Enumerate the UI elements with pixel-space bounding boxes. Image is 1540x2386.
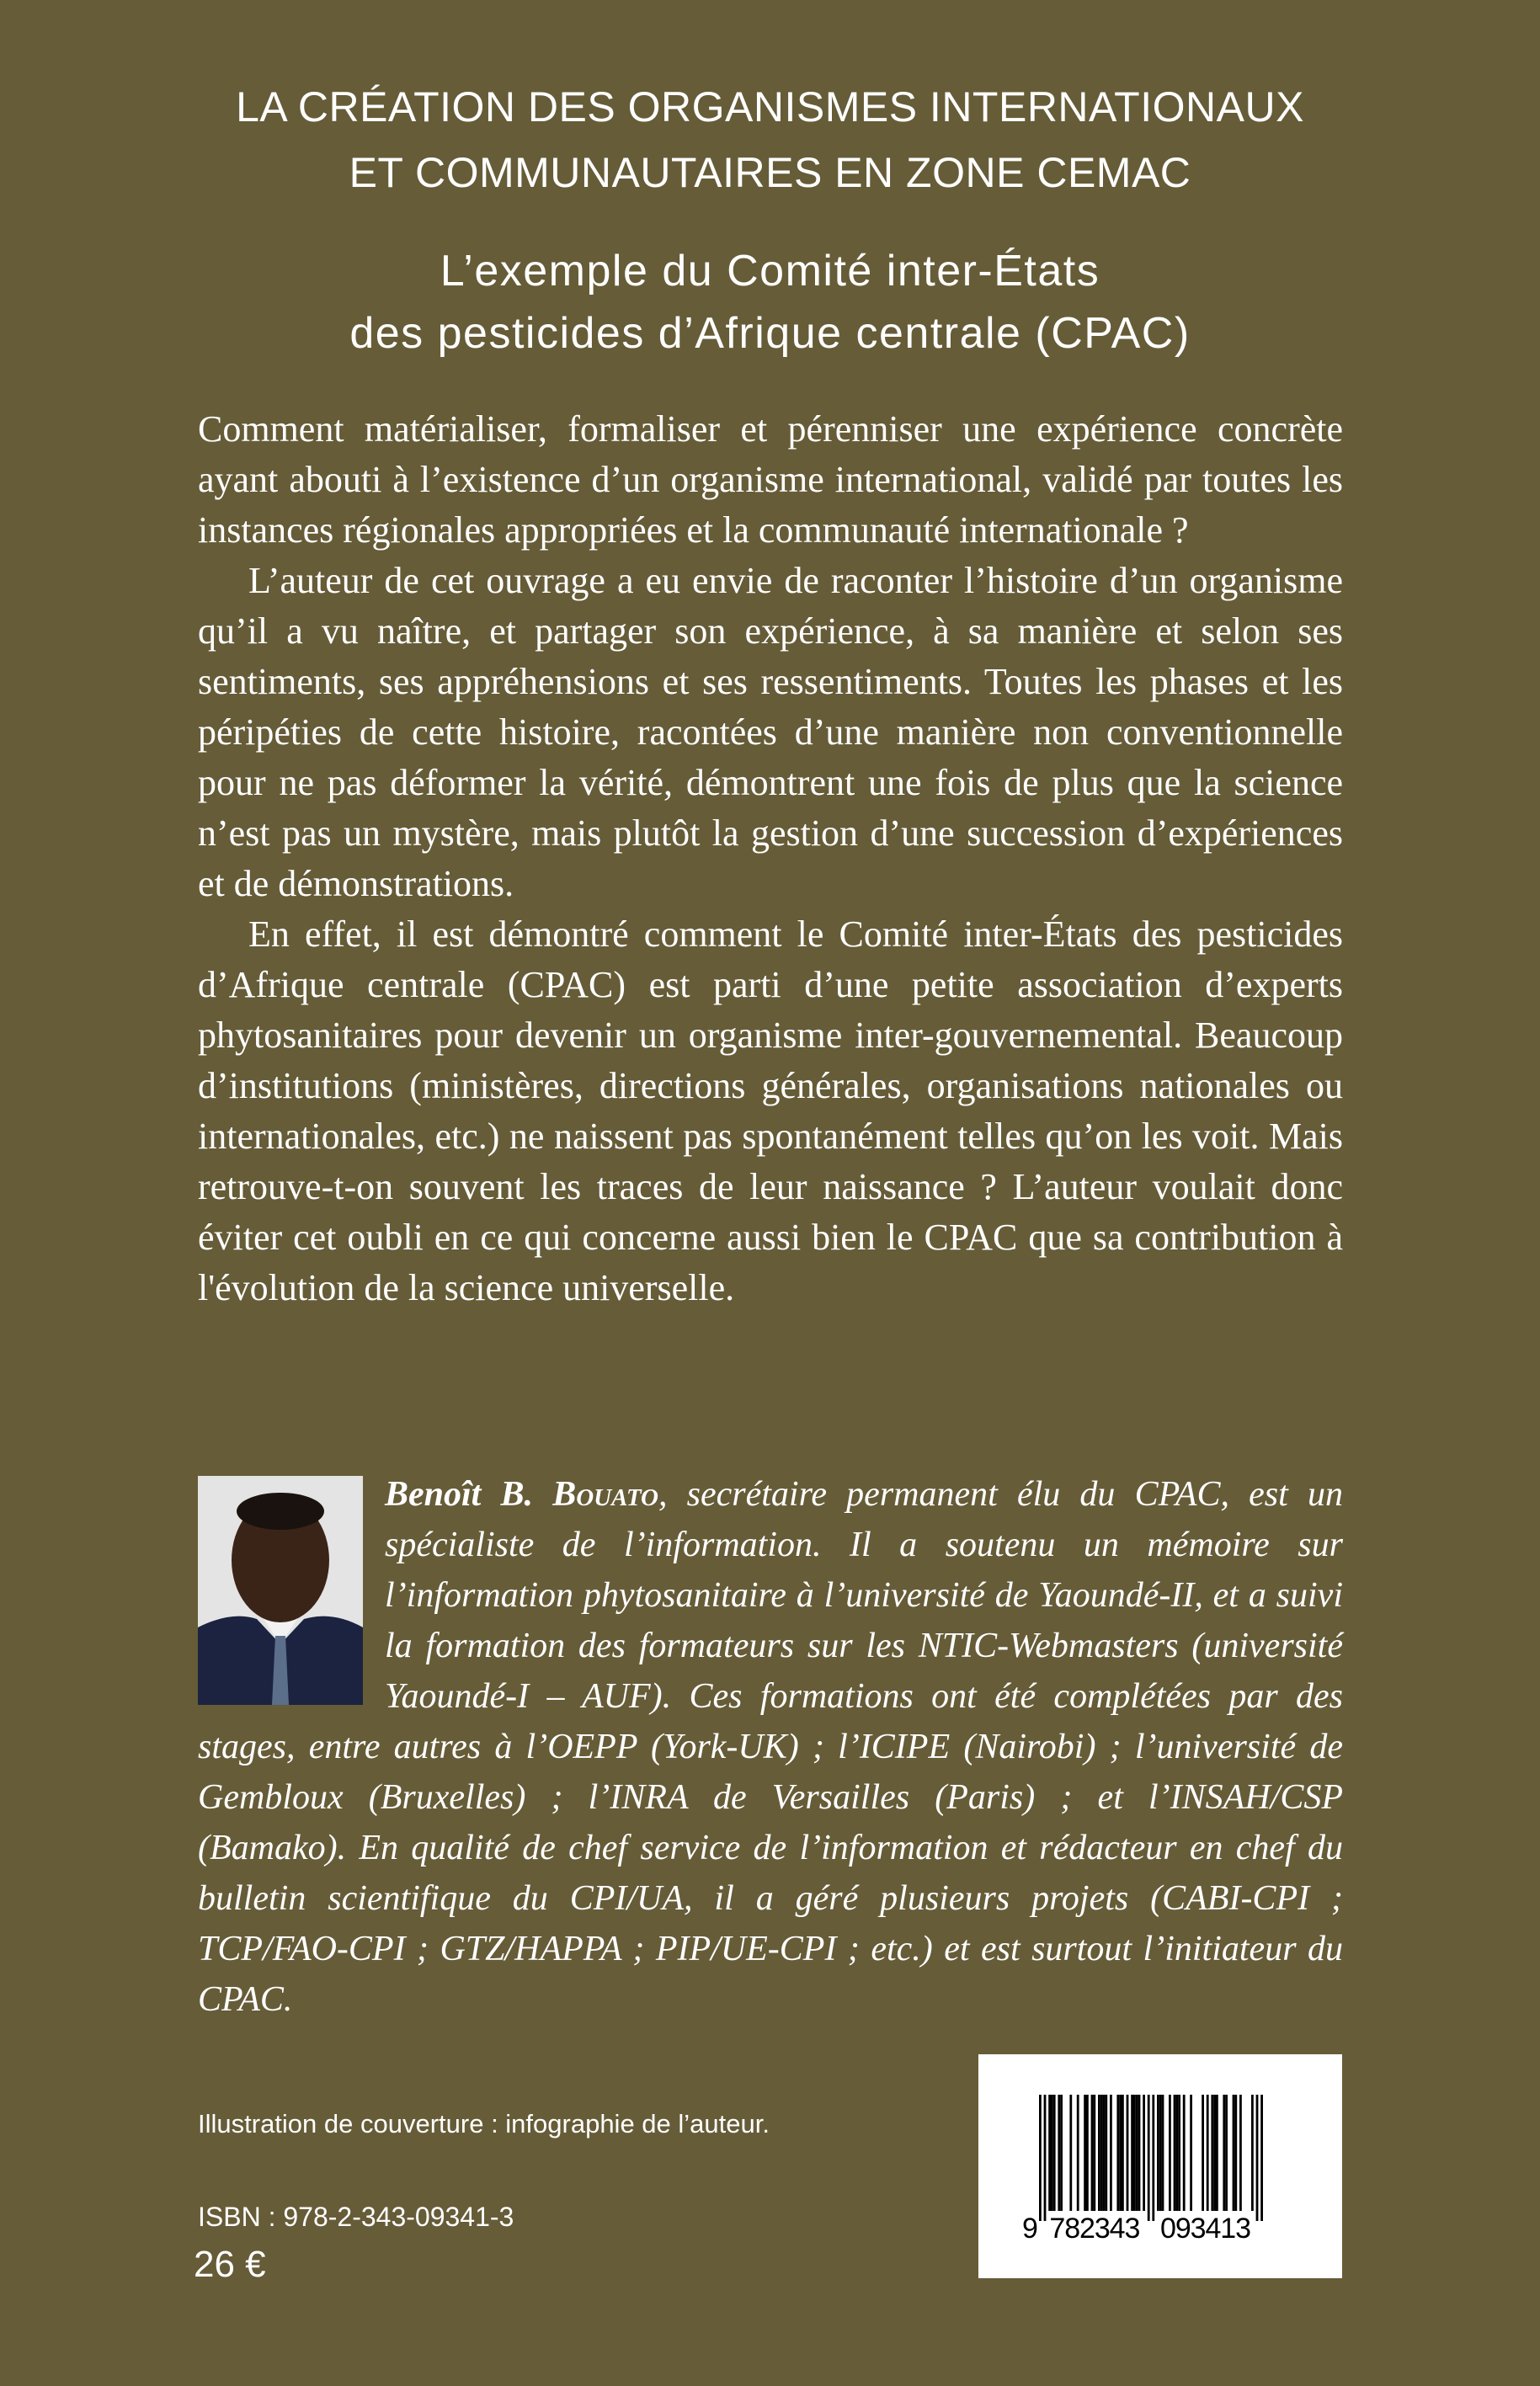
barcode-bar bbox=[1202, 2095, 1204, 2211]
blurb-paragraph: En effet, il est démontré comment le Comité inter-États des pesticides d’Afrique centrale (CPAC) est parti d’une petite association d’experts phytosanitaires pour devenir un organisme inter-gouvernemental. Beaucoup d’institutions (ministères, directions générales, organisations nationales ou internationales, etc.) ne naissent pas spontanément telles qu’on les voit. Mais retrouve-t-on souvent les traces de leur naissance ? L’auteur voulait donc éviter cet oubli en ce qui concerne aussi bien le CPAC que sa contribution à l'évolution de la science universelle. bbox=[198, 913, 1343, 1308]
barcode-bar bbox=[1138, 2095, 1141, 2211]
barcode-bar bbox=[1044, 2095, 1047, 2221]
barcode-bar bbox=[1100, 2095, 1103, 2211]
barcode-bar bbox=[1152, 2095, 1154, 2221]
illustration-credit: Illustration de couverture : infographie de l’auteur. bbox=[198, 2109, 770, 2138]
barcode-bar bbox=[1162, 2095, 1164, 2211]
price: 26 € bbox=[194, 2244, 266, 2285]
barcode-bars bbox=[1020, 2095, 1300, 2246]
barcode-bar bbox=[1223, 2095, 1225, 2211]
barcode-digits: 9 bbox=[1022, 2213, 1038, 2245]
barcode-bar bbox=[1148, 2095, 1150, 2221]
barcode-bar bbox=[1260, 2095, 1263, 2221]
barcode-bar bbox=[1175, 2095, 1178, 2211]
barcode-bar bbox=[1103, 2095, 1106, 2211]
barcode-bar bbox=[1143, 2095, 1145, 2211]
title-line-1: LA CRÉATION DES ORGANISMES INTERNATIONAUX bbox=[236, 83, 1304, 130]
barcode-bar bbox=[1213, 2095, 1216, 2211]
barcode-digits: 782343 bbox=[1049, 2213, 1141, 2245]
barcode-bar bbox=[1233, 2095, 1235, 2211]
barcode-bar bbox=[1077, 2095, 1079, 2211]
barcode-bar bbox=[1169, 2095, 1171, 2211]
barcode-bar bbox=[1058, 2095, 1060, 2211]
barcode-bar bbox=[1251, 2095, 1254, 2211]
author-last-name: Bouato bbox=[552, 1475, 658, 1514]
isbn: ISBN : 978-2-343-09341-3 bbox=[198, 2202, 514, 2232]
barcode-bar bbox=[1119, 2095, 1122, 2211]
barcode-bar bbox=[1225, 2095, 1228, 2211]
barcode-digits: 093413 bbox=[1160, 2213, 1251, 2245]
title-line-2: ET COMMUNAUTAIRES EN ZONE CEMAC bbox=[349, 149, 1191, 196]
barcode-bar bbox=[1053, 2095, 1056, 2211]
author-bio-text: , secrétaire permanent élu du CPAC, est un spécialiste de l’information. Il a soutenu un mémoire sur l’information phytosanitaire à l’université de Yaoundé-II, et a suivi la formation des formateurs sur les NTIC-Webmasters (université Yaoundé-I – AUF). Ces formations ont été complétées par des stages, entre autres à l’OEPP (York-UK) ; l’ICIPE (Nairobi) ; l’université de Gembloux (Bruxelles) ; l’INRA de Versailles (Paris) ; et l’INSAH/CSP (Bamako). En qualité de chef service de l’information et rédacteur en chef du bulletin scientifique du CPI/UA, il a géré plusieurs projets (CABI-CPI ; TCP/FAO-CPI ; GTZ/HAPPA ; PIP/UE-CPI ; etc.) et est surtout l’initiateur du CPAC. bbox=[198, 1475, 1343, 2019]
barcode-bar bbox=[1174, 2095, 1176, 2211]
barcode-bar bbox=[1131, 2095, 1133, 2211]
barcode-bar bbox=[1216, 2095, 1218, 2211]
barcode-bar bbox=[1051, 2095, 1053, 2211]
barcode bbox=[978, 2054, 1342, 2278]
barcode-bar bbox=[1183, 2095, 1186, 2211]
barcode-bar bbox=[1060, 2095, 1063, 2211]
barcode-bar bbox=[1084, 2095, 1086, 2211]
blurb bbox=[198, 404, 1343, 1313]
barcode-bar bbox=[1133, 2095, 1136, 2211]
barcode-bar bbox=[1093, 2095, 1095, 2211]
barcode-bar bbox=[1239, 2095, 1242, 2211]
barcode-bar bbox=[1211, 2095, 1213, 2211]
barcode-bar bbox=[1110, 2095, 1112, 2211]
barcode-bar bbox=[1069, 2095, 1072, 2211]
barcode-bar bbox=[1127, 2095, 1129, 2211]
subtitle-line-1: L’exemple du Comité inter-États bbox=[440, 247, 1100, 296]
subtitle-line-2: des pesticides d’Afrique centrale (CPAC) bbox=[349, 309, 1191, 358]
barcode-bar bbox=[1256, 2095, 1259, 2221]
barcode-bar bbox=[1105, 2095, 1107, 2211]
barcode-bar bbox=[1098, 2095, 1100, 2211]
barcode-bar bbox=[1086, 2095, 1089, 2211]
blurb-paragraph: L’auteur de cet ouvrage a eu envie de raconter l’histoire d’un organisme qu’il a vu naître, et partager son expérience, à sa manière et selon ses sentiments, ses appréhensions et ses ressentiments. Toutes les phases et les péripéties de cette histoire, racontées d’une manière non conventionnelle pour ne pas déformer la vérité, démontrent une fois de plus que la science n’est pas un mystère, mais plutôt la gestion d’une succession d’expériences et de démonstrations. bbox=[198, 560, 1343, 904]
barcode-bar bbox=[1157, 2095, 1159, 2211]
barcode-bar bbox=[1039, 2095, 1042, 2221]
barcode-bar bbox=[1178, 2095, 1180, 2211]
barcode-bar bbox=[1048, 2095, 1051, 2211]
barcode-bar bbox=[1091, 2095, 1094, 2211]
barcode-bar bbox=[1116, 2095, 1119, 2211]
book-subtitle bbox=[0, 240, 1540, 365]
barcode-bar bbox=[1122, 2095, 1124, 2211]
author-bio bbox=[198, 1469, 1343, 2025]
barcode-bar bbox=[1136, 2095, 1138, 2211]
barcode-bar bbox=[1190, 2095, 1192, 2211]
blurb-paragraph: Comment matérialiser, formaliser et pérenniser une expérience concrète ayant abouti à l’existence d’un organisme international, validé par toutes les instances régionales appropriées et la communauté internationale ? bbox=[198, 408, 1343, 551]
barcode-bar bbox=[1234, 2095, 1237, 2211]
barcode-bar bbox=[1207, 2095, 1209, 2211]
barcode-bar bbox=[1159, 2095, 1162, 2211]
author-first-name: Benoît B. bbox=[385, 1475, 553, 1514]
book-title bbox=[0, 74, 1540, 205]
